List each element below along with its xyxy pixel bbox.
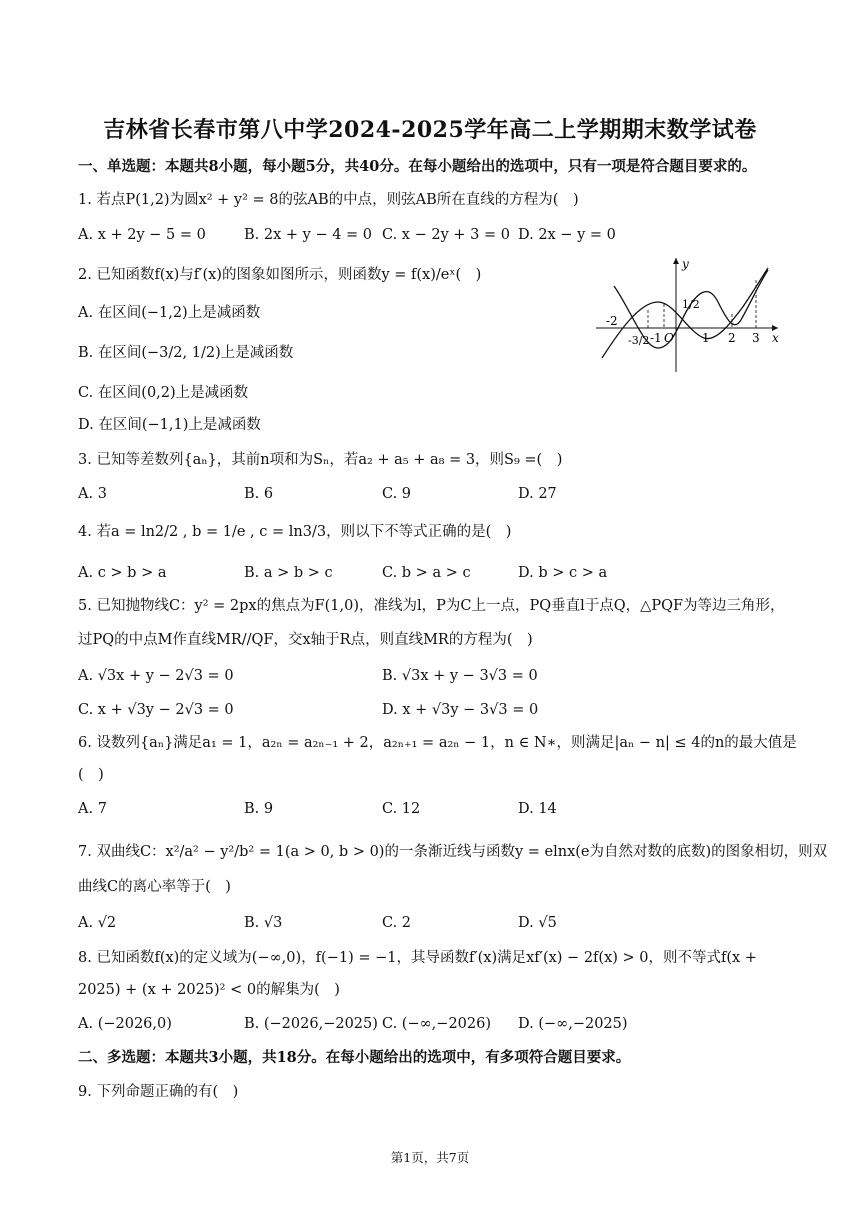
question-7-stem-line-2: 曲线C的离心率等于( ) xyxy=(78,879,231,895)
question-1-option-b: B. 2x + y − 4 = 0 xyxy=(244,227,373,243)
question-8-stem-line-1: 8. 已知函数f(x)的定义域为(−∞,0)，f(−1) = −1，其导函数f′(x)满足xf′(x) − 2f(x) > 0，则不等式f(x + xyxy=(78,950,757,966)
function-graph-figure xyxy=(592,252,782,376)
question-5-option-a: A. √3x + y − 2√3 = 0 xyxy=(78,668,234,684)
question-4-option-c: C. b > a > c xyxy=(382,565,471,581)
question-6-option-d: D. 14 xyxy=(518,801,557,817)
tick-label-1: 1 xyxy=(702,331,710,345)
tick-label-2: 2 xyxy=(728,331,736,345)
question-3-option-a: A. 3 xyxy=(78,486,107,502)
tick-label-neg-3-2: -3/2 xyxy=(628,334,650,347)
question-4-option-b: B. a > b > c xyxy=(244,565,333,581)
question-4-option-d: D. b > c > a xyxy=(518,565,608,581)
x-axis-label: x xyxy=(772,331,779,345)
question-2-stem: 2. 已知函数f(x)与f′(x)的图象如图所示，则函数y = f(x)/eˣ( ) xyxy=(78,267,482,283)
question-1-stem: 1. 若点P(1,2)为圆x² + y² = 8的弦AB的中点，则弦AB所在直线的方程为( ) xyxy=(78,192,579,208)
question-3-option-d: D. 27 xyxy=(518,486,557,502)
page-title: 吉林省长春市第八中学2024-2025学年高二上学期期末数学试卷 xyxy=(103,117,757,143)
question-6-option-a: A. 7 xyxy=(78,801,107,817)
question-8-option-b: B. (−2026,−2025) xyxy=(244,1016,378,1032)
question-7-option-b: B. √3 xyxy=(244,915,283,931)
question-9-stem: 9. 下列命题正确的有( ) xyxy=(78,1084,239,1100)
question-1-option-a: A. x + 2y − 5 = 0 xyxy=(78,227,206,243)
question-2-option-b: B. 在区间(−3/2, 1/2)上是减函数 xyxy=(78,345,294,361)
question-8-option-a: A. (−2026,0) xyxy=(78,1016,172,1032)
question-7-option-d: D. √5 xyxy=(518,915,557,931)
question-5-stem-line-1: 5. 已知抛物线C：y² = 2px的焦点为F(1,0)，准线为l，P为C上一点，PQ垂直l于点Q，△PQF为等边三角形， xyxy=(78,598,785,614)
question-8-option-c: C. (−∞,−2026) xyxy=(382,1016,491,1032)
question-2-option-d: D. 在区间(−1,1)上是减函数 xyxy=(78,417,261,433)
tick-label-neg-2: -2 xyxy=(606,314,618,328)
question-6-stem-line-2: ( ) xyxy=(78,767,104,783)
question-5-option-c: C. x + √3y − 2√3 = 0 xyxy=(78,702,234,718)
question-4-stem: 4. 若a = ln2/2 , b = 1/e , c = ln3/3，则以下不等式正确的是( ) xyxy=(78,524,512,540)
section-heading-single-choice: 一、单选题：本题共8小题，每小题5分，共40分。在每小题给出的选项中，只有一项是符合题目要求的。 xyxy=(78,158,757,175)
y-axis-label: y xyxy=(682,257,689,271)
question-2-option-c: C. 在区间(0,2)上是减函数 xyxy=(78,385,249,401)
question-1-option-c: C. x − 2y + 3 = 0 xyxy=(382,227,510,243)
question-5-option-b: B. √3x + y − 3√3 = 0 xyxy=(382,668,538,684)
question-1-option-d: D. 2x − y = 0 xyxy=(518,227,616,243)
section-heading-multiple-choice: 二、多选题：本题共3小题，共18分。在每小题给出的选项中，有多项符合题目要求。 xyxy=(78,1049,631,1066)
y-axis-arrow xyxy=(673,258,679,264)
question-6-stem-line-1: 6. 设数列{aₙ}满足a₁ = 1，a₂ₙ = a₂ₙ₋₁ + 2，a₂ₙ₊₁ = a₂ₙ − 1，n ∈ N∗，则满足|aₙ − n| ≤ 4的n的最大值是 xyxy=(78,735,797,751)
question-2-option-a: A. 在区间(−1,2)上是减函数 xyxy=(78,305,261,321)
question-8-option-d: D. (−∞,−2025) xyxy=(518,1016,628,1032)
origin-label: O xyxy=(664,331,674,345)
question-5-option-d: D. x + √3y − 3√3 = 0 xyxy=(382,702,539,718)
tick-label-neg-1: -1 xyxy=(650,331,662,345)
question-3-option-b: B. 6 xyxy=(244,486,274,502)
tick-label-3: 3 xyxy=(752,331,760,345)
question-3-stem: 3. 已知等差数列{aₙ}，其前n项和为Sₙ，若a₂ + a₅ + a₈ = 3，则S₉ =( ) xyxy=(78,452,563,468)
question-7-option-c: C. 2 xyxy=(382,915,412,931)
question-7-stem-line-1: 7. 双曲线C：x²/a² − y²/b² = 1(a > 0, b > 0)的一条渐近线与函数y = elnx(e为自然对数的底数)的图象相切，则双 xyxy=(78,844,828,860)
page-footer: 第1页，共7页 xyxy=(390,1150,470,1165)
tick-label-half: 1/2 xyxy=(682,298,700,311)
question-4-option-a: A. c > b > a xyxy=(78,565,167,581)
question-8-stem-line-2: 2025) + (x + 2025)² < 0的解集为( ) xyxy=(78,982,340,998)
question-7-option-a: A. √2 xyxy=(78,915,117,931)
question-6-option-b: B. 9 xyxy=(244,801,274,817)
question-3-option-c: C. 9 xyxy=(382,486,412,502)
question-6-option-c: C. 12 xyxy=(382,801,421,817)
question-5-stem-line-2: 过PQ的中点M作直线MR//QF，交x轴于R点，则直线MR的方程为( ) xyxy=(78,632,533,648)
